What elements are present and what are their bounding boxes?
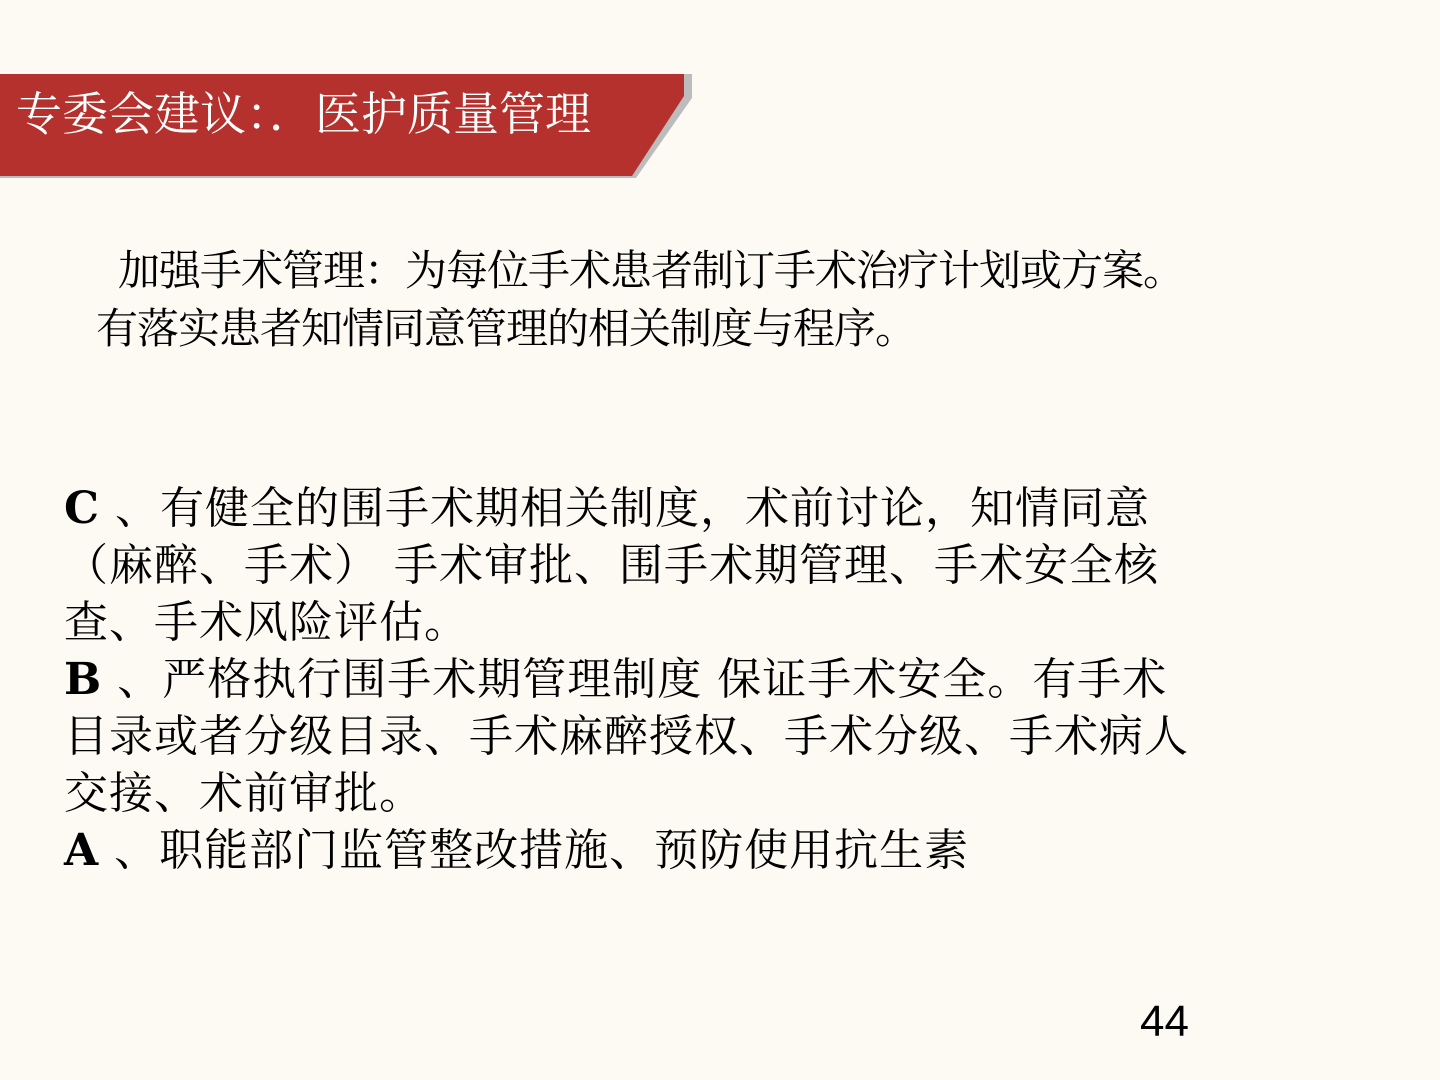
- criterion-line: [64, 822, 1364, 879]
- grade-label: B: [64, 654, 103, 705]
- slide-title: 专委会建议：．医护质量管理: [16, 87, 591, 141]
- criterion-line: 交接、术前审批。: [64, 768, 424, 819]
- criterion-line: [64, 651, 1364, 708]
- grade-label: C: [64, 483, 101, 534]
- criterion-text: 、有健全的围手术期相关制度，术前讨论，知情同意: [115, 483, 1151, 534]
- criterion-c: [64, 480, 1364, 651]
- intro-line-1: 加强手术管理：为每位手术患者制订手术治疗计划或方案。: [118, 246, 1185, 295]
- criterion-line: （麻醉、手术） 手术审批、围手术期管理、手术安全核: [64, 540, 1159, 591]
- page-number: 44: [1140, 997, 1189, 1046]
- criterion-line: [64, 480, 1364, 537]
- criterion-a: [64, 822, 1364, 879]
- criterion-text: 、职能部门监管整改措施、预防使用抗生素: [114, 825, 970, 876]
- grade-label: A: [64, 825, 100, 876]
- criterion-line: 查、手术风险评估。: [64, 597, 469, 648]
- intro-paragraph: [96, 242, 1396, 358]
- criterion-text: 、严格执行围手术期管理制度 保证手术安全。有手术: [117, 654, 1168, 705]
- criteria-list: [64, 480, 1364, 879]
- criterion-b: [64, 651, 1364, 822]
- intro-line-2: 有落实患者知情同意管理的相关制度与程序。: [96, 304, 917, 353]
- criterion-line: 目录或者分级目录、手术麻醉授权、手术分级、手术病人: [64, 711, 1189, 762]
